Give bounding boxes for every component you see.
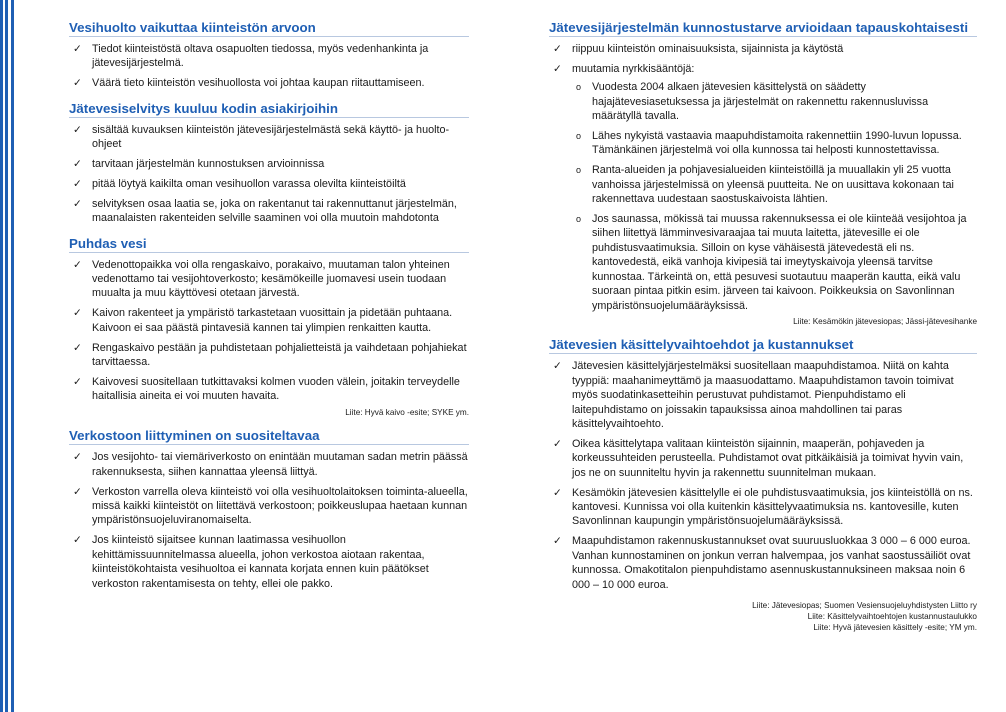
- checkmark-icon: ✓: [553, 360, 562, 373]
- list-item: ✓ Tiedot kiinteistöstä oltava osapuolten tiedossa, myös vedenhankinta ja jätevesijärjestelmä.: [73, 43, 429, 70]
- checkmark-icon: ✓: [73, 123, 82, 136]
- circle-bullet-icon: o: [576, 165, 582, 176]
- list-item: ✓ Kaivovesi suositellaan tutkittavaksi kolmen vuoden välein, joitakin terveydelle haitallisia aineita ei voi muuten havaita.: [73, 376, 460, 403]
- decorative-edge-bar: [11, 0, 14, 712]
- section-heading: Puhdas vesi: [69, 236, 469, 253]
- sub-list-item: o Jos saunassa, mökissä tai muussa rakennuksessa ei ole kiinteää vesijohtoa ja siihen liitettyä lämminvesivaraajaa tai muuta laitetta, jätevesille ei ole puhdistusvaatimuksia. Silloin on kyse vähäisestä jätevedestä eli ns. kantovedestä, eikä vanhoja kivipesiä tai imeytyskaivoja yleensä tarvitse kunnostaa. Tärkeintä on, että pesuvesi suotautuu maaperän kautta, eikä valu suoraan pintaa pitkin esim. järveen tai kaivoon. Poikkeuksia on Savonlinnan ympäristönsuojelumääräyksissä.: [576, 213, 967, 312]
- checkmark-icon: ✓: [73, 341, 82, 354]
- checkmark-icon: ✓: [73, 258, 82, 271]
- source-note: Liite: Käsittelyvaihtoehtojen kustannustaulukko: [807, 612, 977, 621]
- section-heading: Jätevesijärjestelmän kunnostustarve arvioidaan tapauskohtaisesti: [549, 20, 977, 37]
- right-column: [549, 20, 977, 643]
- checkmark-icon: ✓: [73, 376, 82, 388]
- list-item: ✓ Oikea käsittelytapa valitaan kiinteistön sijainnin, maaperän, pohjaveden ja korkeussuhteiden perusteella. Puhdistamot ovat pitkäikäisiä ja toimivat hyvin vain, jos ne on suunniteltu hyvin ja rakennettu suunnitelman mukaan.: [553, 437, 964, 479]
- checkmark-icon: ✓: [73, 77, 82, 90]
- list-item: ✓ Kesämökin jätevesien käsittelylle ei ole puhdistusvaatimuksia, jos kiinteistöllä on ns. kantovesi. Kunnissa voi olla kuitenkin käsittelyvaatimuksia ns. kantovesille, kuten Savonlinnan kaupungin ympäristönsuojelumääräyksissä.: [553, 486, 973, 528]
- checkmark-icon: ✓: [73, 534, 82, 547]
- left-column: [69, 20, 469, 601]
- source-note: Liite: Kesämökin jätevesiopas; Jässi-jätevesihanke: [793, 317, 977, 327]
- source-note: Liite: Jätevesiopas; Suomen Vesiensuojeluyhdistysten Liitto ry: [752, 601, 977, 610]
- checkmark-icon: ✓: [73, 485, 82, 498]
- list-item: ✓ Rengaskaivo pestään ja puhdistetaan pohjalietteistä ja vaihdetaan pohjahiekat tarvittaessa.: [73, 341, 467, 369]
- list-item: ✓ Jätevesien käsittelyjärjestelmäksi suositellaan maapuhdistamoa. Niitä on kahta tyyppiä: maahanimeyttämö ja maasuodattamo. Maapuhdistamon tavoin toimivat myös suodatinkasetteihin perustuvat puhdistamot. Pienpuhdistamo eli laitepuhdistamo on joissakin tapauksissa ainoa mahdollinen tai paras käsittelyvaihtoehto.: [553, 360, 954, 431]
- checkmark-icon: ✓: [553, 43, 562, 55]
- section-network-connection: [69, 428, 469, 591]
- section-treatment-options: [549, 337, 977, 633]
- section-renovation-need: [549, 20, 977, 327]
- checkmark-icon: ✓: [553, 62, 562, 75]
- list-item: ✓ muutamia nyrkkisääntöjä: o Vuodesta 2004 alkaen jätevesien käsittelystä on säädetty hajajätevesiasetuksessa ja järjestelmät on rakennettu rakennusluvissa määrätyllä tavalla. o Lähes nykyistä vastaavia maapuhdistamoita rakennettiin 1990-luvun lopussa. Tämänkäinen järjestelmä voi olla kunnossa tai helposti kunnostettavissa. o Ranta-alueiden ja pohjavesialueiden kiinteistöillä ja muuallakin yli 25 vuotta vanhoissa järjestelmissä on yleensä puutteita. Ne on uusittava kokonaan tai rakennettava uudestaan saostuskaivoista lähtien. o Jos saunassa, mökissä tai muussa rakennuksessa ei ole kiinteää vesijohtoa ja siihen liitettyä lämminvesivaraajaa tai muuta laitetta, jätevesille ei ole puhdistusvaatimuksia. Silloin on kyse vähäisestä jätevedestä eli ns. kantovedestä, eikä vanhoja kivipesiä tai imeytyskaivoja yleensä tarvitse kunnostaa. Tärkeintä on, että pesuvesi suotautuu maaperän kautta, eikä valu suoraan pintaa pitkin esim. järveen tai kaivoon. Poikkeuksia on Savonlinnan ympäristönsuojelumääräyksissä.: [549, 62, 977, 313]
- source-note: Liite: Hyvä jätevesien käsittely -esite; YM ym.: [813, 623, 977, 632]
- section-heading: Jätevesiselvitys kuuluu kodin asiakirjoihin: [69, 101, 469, 118]
- circle-bullet-icon: o: [576, 82, 582, 93]
- sub-list-item: o Lähes nykyistä vastaavia maapuhdistamoita rakennettiin 1990-luvun lopussa. Tämänkäinen järjestelmä voi olla kunnossa tai helposti kunnostettavissa.: [576, 130, 962, 157]
- list-item: ✓ Vedenottopaikka voi olla rengaskaivo, porakaivo, muutaman talon yhteinen vedenottamo tai vesijohtoverkosto; kesämökeille juomavesi usein tuodaan muualta ja muu käyttövesi otetaan järvestä.: [73, 258, 450, 300]
- decorative-edge-bar: [0, 0, 3, 712]
- list-item: ✓ Jos vesijohto- tai viemäriverkosto on enintään muutaman sadan metrin päässä rakennuksesta, siihen kannattaa yleensä liittyä.: [73, 451, 468, 478]
- list-item: ✓ Väärä tieto kiinteistön vesihuollosta voi johtaa kaupan riitauttamiseen.: [73, 77, 425, 90]
- section-heading: Vesihuolto vaikuttaa kiinteistön arvoon: [69, 20, 469, 37]
- sub-list-item: o Vuodesta 2004 alkaen jätevesien käsittelystä on säädetty hajajätevesiasetuksessa ja järjestelmät on rakennettu rakennusluvissa määrätyllä tavalla.: [576, 81, 929, 123]
- section-wastewater-report: [69, 101, 469, 226]
- source-notes: [549, 600, 977, 633]
- sub-list-item: o Ranta-alueiden ja pohjavesialueiden kiinteistöillä ja muuallakin yli 25 vuotta vanhoissa järjestelmissä on yleensä puutteita. Ne on uusittava kokonaan tai rakennettava uudestaan saostuskaivoista lähtien.: [576, 164, 954, 206]
- list-item: ✓ Verkoston varrella oleva kiinteistö voi olla vesihuoltolaitoksen toiminta-alueella, missä kaikki kiinteistöt on liitettävä verkostoon; poikkeuslupaa haetaan kunnan ympäristönsuojeluviranomaiselta.: [73, 485, 468, 527]
- list-item: ✓ Kaivon rakenteet ja ympäristö tarkastetaan vuosittain ja pidetään puhtaana. Kaivoon ei saa päästä pintavesiä kannen tai ylimpien renkaitten kautta.: [73, 307, 453, 334]
- checkmark-icon: ✓: [73, 43, 82, 55]
- checkmark-icon: ✓: [73, 197, 82, 210]
- section-heading: Verkostoon liittyminen on suositeltavaa: [69, 428, 469, 445]
- circle-bullet-icon: o: [576, 214, 582, 225]
- circle-bullet-icon: o: [576, 131, 582, 142]
- section-property-value: [69, 20, 469, 91]
- section-clean-water: [69, 236, 469, 419]
- checkmark-icon: ✓: [73, 307, 82, 320]
- list-item: ✓ pitää löytyä kaikilta oman vesihuollon varassa olevilta kiinteistöiltä: [73, 177, 406, 190]
- section-heading: Jätevesien käsittelyvaihtoehdot ja kustannukset: [549, 337, 977, 354]
- list-item: ✓ riippuu kiinteistön ominaisuuksista, sijainnista ja käytöstä: [553, 43, 844, 55]
- checkmark-icon: ✓: [73, 451, 82, 464]
- list-item: ✓ selvityksen osaa laatia se, joka on rakentanut tai rakennuttanut järjestelmän, maanalaisten rakenteiden selville saaminen voi olla muutoin mahdotonta: [73, 197, 457, 225]
- checkmark-icon: ✓: [553, 486, 562, 499]
- checkmark-icon: ✓: [73, 158, 82, 171]
- list-item: ✓ sisältää kuvauksen kiinteistön jätevesijärjestelmästä sekä käyttö- ja huolto-ohjeet: [73, 123, 450, 151]
- checkmark-icon: ✓: [73, 177, 82, 190]
- checkmark-icon: ✓: [553, 535, 562, 548]
- list-item: ✓ Jos kiinteistö sijaitsee kunnan laatimassa vesihuollon kehittämissuunnitelmassa alueella, johon verkostoa aiotaan rakentaa, kiinteistökohtaista vesihuoltoa ei kannata korjata ennen kuin päätökset verkoston rakentamisesta on tehty, ellei ole pakko.: [73, 534, 429, 590]
- decorative-edge-bar: [5, 0, 8, 712]
- list-item: ✓ tarvitaan järjestelmän kunnostuksen arvioinnissa: [73, 158, 325, 171]
- list-item: ✓ Maapuhdistamon rakennuskustannukset ovat suuruusluokkaa 3 000 – 6 000 euroa. Vanhan kunnostaminen on jonkun verran halvempaa, jos vanhat saostussäiliöt ovat kunnossa. Omakotitalon pienpuhdistamo asennuskustannuksineen maksaa noin 6 000 – 10 000 euroa.: [553, 535, 971, 591]
- source-note: Liite: Hyvä kaivo -esite; SYKE ym.: [345, 408, 469, 418]
- checkmark-icon: ✓: [553, 437, 562, 450]
